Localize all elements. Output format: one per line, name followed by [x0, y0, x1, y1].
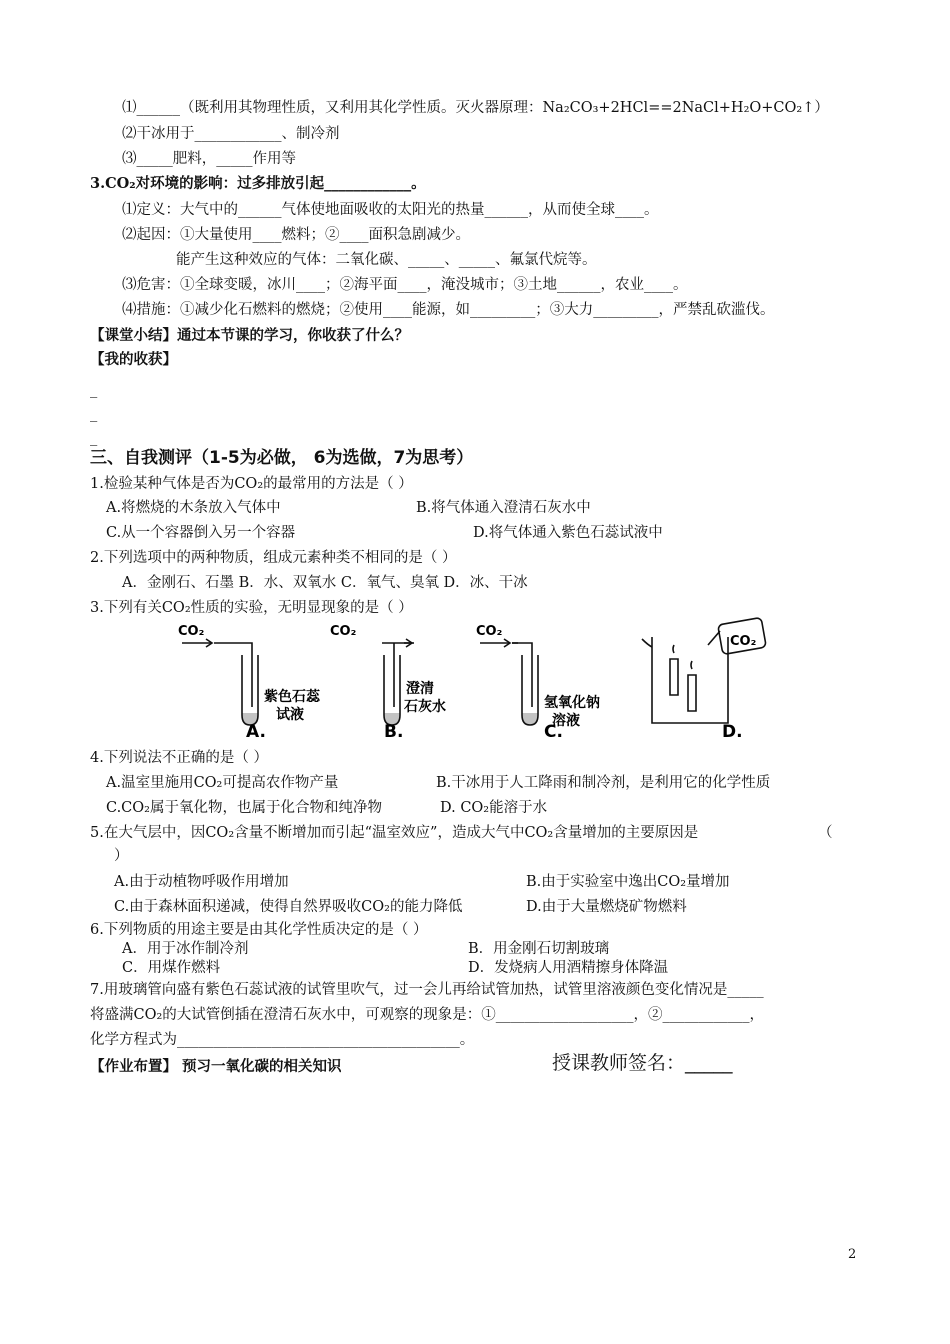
co2-experiment-figure [172, 615, 792, 743]
q5-option-a: A.由于动植物呼吸作用增加 [114, 874, 289, 890]
figure-label-b: B. [384, 722, 404, 742]
line-measures: ⑷措施：①减少化石燃料的燃烧；②使用____能源，如_________；③大力_________，严禁乱砍滥伐。 [122, 302, 775, 318]
question-7-line-2: 将盛满CO₂的大试管倒插在澄清石灰水中，可观察的现象是：①___________________，②____________， [90, 1007, 765, 1023]
line-harm: ⑶危害：①全球变暖，冰川____；②海平面____，淹没城市；③土地______，农业____。 [122, 277, 688, 293]
page-number: 2 [848, 1247, 857, 1262]
section-self-test-heading: 三、自我测评（1-5为必做， 6为选做，7为思考） [90, 448, 474, 468]
question-2: 2.下列选项中的两种物质，组成元素种类不相同的是（ ） [90, 550, 457, 566]
question-7-line-3: 化学方程式为_______________________________________。 [90, 1032, 475, 1048]
line-cause: ⑵起因：①大量使用____燃料；②____面积急剧减少。 [122, 227, 470, 243]
question-5: 5.在大气层中，因CO₂含量不断增加而引起“温室效应”，造成大气中CO₂含量增加的主要原因是 [90, 825, 699, 841]
gas-label-c: CO₂ [476, 624, 503, 639]
tube-b-label: 石灰水 [404, 699, 446, 715]
line-dry-ice: ⑵干冰用于____________、制冷剂 [122, 126, 340, 142]
tube-b-label: 澄清 [406, 681, 434, 697]
figure-label-d: D. [722, 722, 743, 742]
blank-line: _ [90, 430, 98, 446]
q1-option-d: D.将气体通入紫色石蕊试液中 [473, 525, 663, 541]
q4-option-c: C.CO₂属于氧化物，也属于化合物和纯净物 [106, 800, 382, 816]
question-7-line-1: 7.用玻璃管向盛有紫色石蕊试液的试管里吹气，过一会儿再给试管加热，试管里溶液颜色变化情况是_____ [90, 982, 764, 998]
homework: 【作业布置】 预习一氧化碳的相关知识 [90, 1059, 342, 1075]
class-summary: 【课堂小结】通过本节课的学习，你收获了什么？ [90, 327, 409, 344]
q1-option-c: C.从一个容器倒入另一个容器 [106, 525, 296, 541]
line-definition: ⑴定义：大气中的______气体使地面吸收的太阳光的热量______，从而使全球____。 [122, 202, 659, 218]
q1-option-b: B.将气体通入澄清石灰水中 [416, 500, 591, 516]
q4-option-d: D. CO₂能溶于水 [440, 800, 548, 816]
tube-c-label: 氢氧化钠 [544, 695, 600, 711]
blank-line: _ [90, 406, 98, 422]
q6-option-c: C．用煤作燃料 [122, 960, 221, 976]
question-3: 3.下列有关CO₂性质的实验，无明显现象的是（ ） [90, 600, 413, 616]
q2-options: A．金刚石、石墨 B．水、双氧水 C．氧气、臭氧 D．冰、干冰 [122, 575, 528, 591]
question-6: 6.下列物质的用途主要是由其化学性质决定的是（ ） [90, 922, 428, 938]
question-4: 4.下列说法不正确的是（ ） [90, 750, 268, 766]
q5-option-d: D.由于大量燃烧矿物燃料 [526, 899, 687, 915]
line-fertilizer: ⑶_____肥料，_____作用等 [122, 151, 296, 167]
question-1: 1.检验某种气体是否为CO₂的最常用的方法是（ ） [90, 476, 413, 492]
q6-option-a: A．用于冰作制冷剂 [122, 941, 249, 957]
q6-option-b: B．用金刚石切割玻璃 [468, 941, 610, 957]
figure-label-c: C. [544, 722, 563, 742]
q5-option-b: B.由于实验室中逸出CO₂量增加 [526, 874, 730, 890]
tube-c-label: 溶液 [552, 713, 580, 729]
line-gases: 能产生这种效应的气体：二氧化碳、_____、_____、氟氯代烷等。 [176, 252, 597, 268]
tube-a-label: 试液 [276, 707, 304, 723]
q1-option-a: A.将燃烧的木条放入气体中 [106, 500, 281, 516]
figure-label-a: A. [246, 722, 266, 742]
tube-a-label: 紫色石蕊 [264, 689, 320, 705]
line-fire-extinguisher: ⑴______（既利用其物理性质，又利用其化学性质。灭火器原理：Na₂CO₃+2HCl==2NaCl+H₂O+CO₂↑） [122, 100, 829, 116]
teacher-signature: 授课教师签名：_____ [552, 1052, 733, 1074]
gas-label-a: CO₂ [178, 624, 205, 639]
blank-line: _ [90, 382, 98, 398]
q4-option-a: A.温室里施用CO₂可提高农作物产量 [106, 775, 339, 791]
line-environment-heading: 3.CO₂对环境的影响：过多排放引起____________。 [90, 175, 426, 192]
q4-option-b: B.干冰用于人工降雨和制冷剂，是利用它的化学性质 [436, 775, 771, 791]
my-gains: 【我的收获】 [90, 351, 177, 368]
q5-paren-open: （ [818, 825, 833, 841]
gas-label-d: CO₂ [730, 634, 757, 649]
q5-option-c: C.由于森林面积递减，使得自然界吸收CO₂的能力降低 [114, 899, 463, 915]
gas-label-b: CO₂ [330, 624, 357, 639]
q5-paren-close: ） [114, 848, 129, 864]
q6-option-d: D．发烧病人用酒精擦身体降温 [468, 960, 669, 976]
